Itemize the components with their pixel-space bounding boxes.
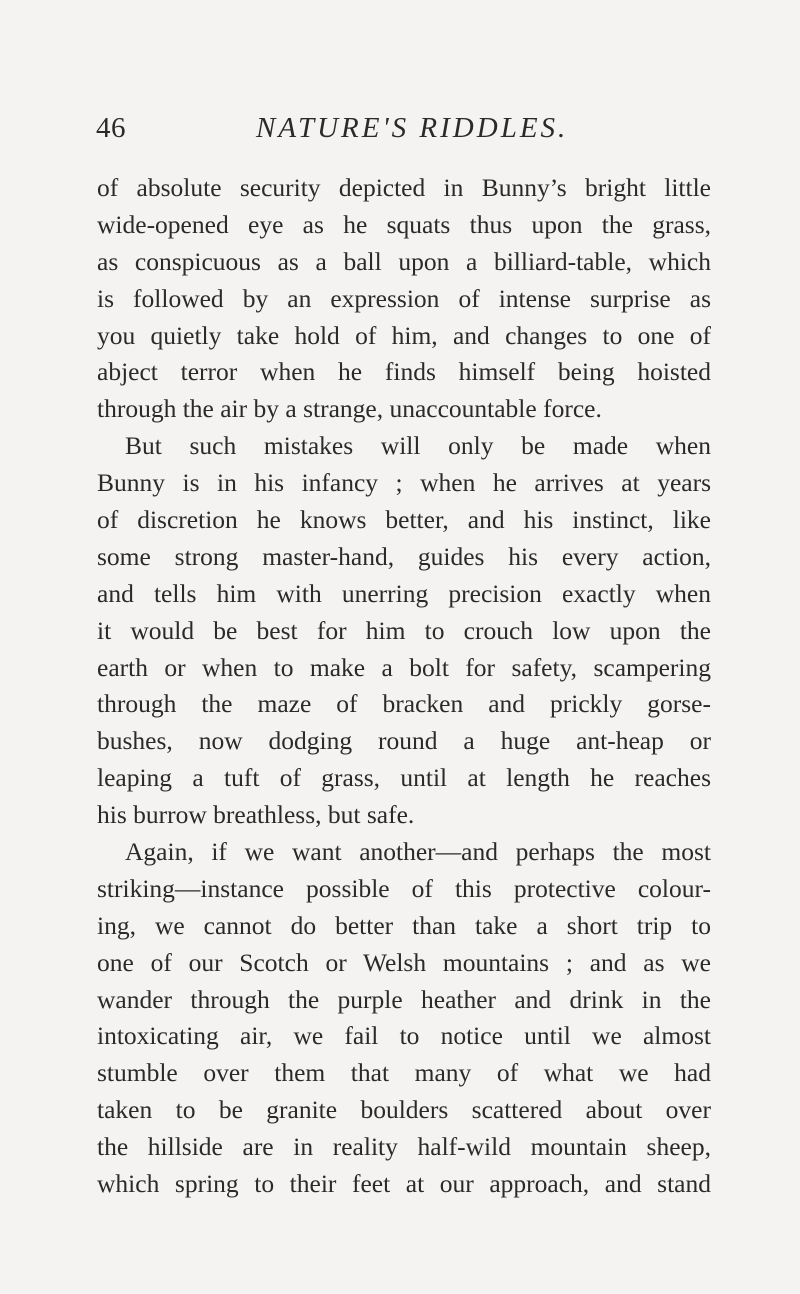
text-line: But such mistakes will only be made when [125,431,711,461]
running-head [96,112,716,152]
text-line: it would be best for him to crouch low upon the [97,615,711,645]
text-line: ing, we cannot do better than take a short trip to [97,910,711,940]
text-line: abject terror when he finds himself being hoisted [97,357,711,387]
text-line: wide-opened eye as he squats thus upon the grass, [97,209,711,239]
text-line: and tells him with unerring precision exactly when [97,578,711,608]
text-line: through the air by a strange, unaccountable force. [97,394,602,424]
text-line: which spring to their feet at our approach, and stand [97,1169,711,1199]
text-line: taken to be granite boulders scattered about over [97,1095,711,1125]
text-line: through the maze of bracken and prickly gorse- [97,689,711,719]
text-line: Bunny is in his infancy ; when he arrives at years [97,468,711,498]
text-line: earth or when to make a bolt for safety, scampering [97,652,711,682]
text-line: of discretion he knows better, and his instinct, like [97,505,711,535]
text-line: his burrow breathless, but safe. [97,800,415,830]
text-line: intoxicating air, we fail to notice until we almost [97,1021,711,1051]
text-line: striking—instance possible of this protective colour- [97,873,711,903]
text-line: some strong master-hand, guides his every action, [97,541,711,571]
text-line: wander through the purple heather and drink in the [97,984,711,1014]
text-line: as conspicuous as a ball upon a billiard-table, which [97,246,711,276]
text-line: you quietly take hold of him, and changes to one of [97,320,711,350]
text-line: leaping a tuft of grass, until at length he reaches [97,763,711,793]
text-line: is followed by an expression of intense surprise as [97,283,711,313]
text-line: Again, if we want another—and perhaps the most [125,837,711,867]
text-line: one of our Scotch or Welsh mountains ; and as we [97,947,711,977]
text-line: stumble over them that many of what we had [97,1058,711,1088]
body-text [97,170,711,1203]
page-number: 46 [96,112,126,144]
text-line: of absolute security depicted in Bunny’s bright little [97,173,711,202]
text-line: the hillside are in reality half-wild mountain sheep, [97,1132,711,1162]
running-title: NATURE'S RIDDLES. [256,112,569,144]
text-line: bushes, now dodging round a huge ant-heap or [97,726,711,756]
